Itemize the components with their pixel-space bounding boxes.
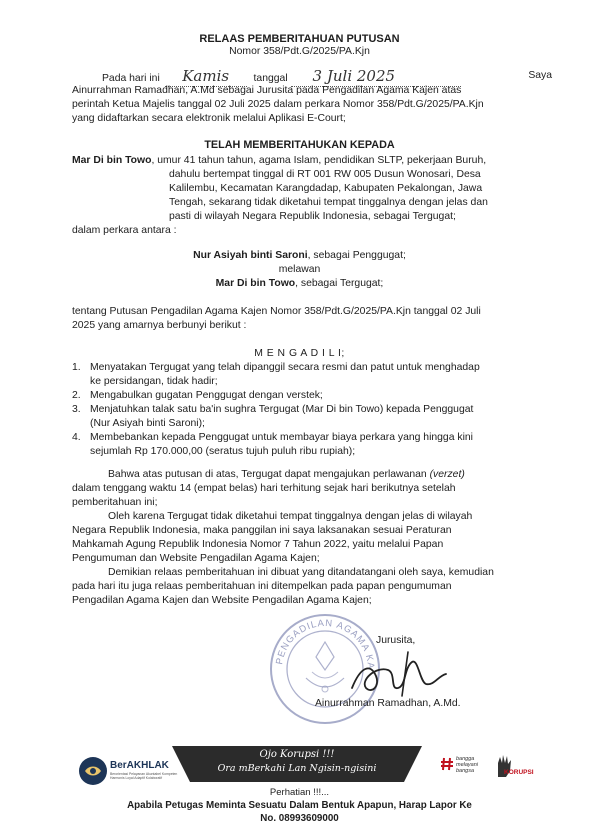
verdict-item-text: Membebankan kepada Penggugat untuk membayar biaya perkara yang hingga kini: [90, 432, 473, 443]
case-intro: dalam perkara antara :: [72, 225, 177, 236]
plaintiff-role: , sebagai Penggugat;: [307, 250, 406, 261]
closing-p2-line-3: Mahkamah Agung Republik Indonesia Nomor 7 Tahun 2022, yaitu melalui Papan: [72, 539, 444, 550]
closing-p3-line-1: Demikian relaas pemberitahuan ini dibuat yang ditandatangani oleh saya, kemudian: [108, 567, 494, 578]
closing-p2-line-1: Oleh karena Tergugat tidak diketahui tempat tinggalnya dengan jelas di wilayah: [108, 511, 473, 522]
verdict-item-number: 3.: [72, 404, 81, 415]
verdict-item-text: Mengabulkan gugatan Penggugat dengan verstek;: [90, 390, 323, 401]
defendant-line: [0, 277, 599, 291]
intro-line-3: perintah Ketua Majelis tanggal 02 Juli 2025 dalam perkara Nomor 358/Pdt.G/2025/PA.Kjn: [72, 99, 484, 110]
closing-p1-text: Bahwa atas putusan di atas, Tergugat dapat mengajukan perlawanan: [108, 469, 430, 480]
notice-line-5: pasti di wilayah Negara Republik Indonesia, sebagai Tergugat;: [169, 211, 456, 222]
verdict-heading: M E N G A D I L I;: [254, 348, 345, 359]
bailiff-role: Jurusita,: [376, 635, 416, 646]
verdict-item-text: Menyatakan Tergugat yang telah dipanggil secara resmi dan patut untuk menghadap: [90, 362, 480, 373]
notice-line-4: Tengah, sekarang tidak diketahui tempat tinggalnya dengan jelas dan: [169, 197, 488, 208]
verdict-item: [72, 389, 562, 403]
anti-corruption-banner: [172, 746, 422, 782]
day-handwritten: Kamis: [182, 67, 230, 85]
notice-heading: TELAH MEMBERITAHUKAN KEPADA: [204, 139, 395, 151]
defendant-name: Mar Di bin Towo: [72, 155, 152, 166]
document-title: RELAAS PEMBERITAHUAN PUTUSAN: [199, 33, 400, 45]
closing-p1-line-3: pemberitahuan ini;: [72, 497, 158, 508]
closing-p3-line-2: pada hari itu juga relaas pemberitahuan ini ditempelkan pada papan pengumuman: [72, 581, 452, 592]
svg-text:PENGADILAN AGAMA KAJEN: PENGADILAN AGAMA KA: [274, 617, 377, 671]
korupsi-logo-text: KORUPSI: [504, 769, 534, 776]
closing-p2-line-4: Pengumuman dan Website Pengadilan Agama Kajen;: [72, 553, 320, 564]
versus-line: melawan: [278, 264, 321, 275]
banner-line-1: Ojo Korupsi !!!: [259, 749, 335, 760]
closing-p3-line-3: Pengadilan Agama Kajen dan Website Pengadilan Agama Kajen;: [72, 595, 372, 606]
verdict-list: [72, 361, 562, 459]
warning-title: Perhatian !!!...: [269, 787, 330, 798]
intro-line-2: Ainurrahman Ramadhan, A.Md sebagai Jurusita pada Pengadilan Agama Kajen atas: [72, 85, 462, 96]
berakhlak-logo-icon: [78, 756, 108, 786]
handwritten-signature: [342, 648, 452, 702]
closing-p2-line-2: Negara Republik Indonesia, maka panggilan ini saya laksanakan sesuai Peraturan: [72, 525, 452, 536]
verdict-item: [72, 403, 562, 431]
notice-line-2: dahulu bertempat tinggal di RT 001 RW 005 Dusun Wonosari, Desa: [169, 169, 481, 180]
closing-p1-line-2: dalam tenggang waktu 14 (empat belas) hari terhitung sejak hari berikutnya setelah: [72, 483, 456, 494]
verdict-item-text: (Nur Asiyah binti Saroni);: [90, 418, 205, 429]
verzet-term: (verzet): [429, 469, 465, 480]
intro-mid: tanggal: [253, 73, 288, 84]
bailiff-name: Ainurrahman Ramadhan, A.Md.: [315, 698, 461, 709]
hashtag-icon: [440, 757, 454, 771]
verdict-item: [72, 361, 562, 389]
plaintiff-line: [0, 249, 599, 263]
notice-line-3: Kalilembu, Kecamatan Karangdadap, Kabupaten Pekalongan, Jawa: [169, 183, 483, 194]
intro-line-1: [102, 69, 552, 85]
notice-line-1: [72, 154, 486, 168]
banner-line-2: Ora mBerkahi Lan Ngisin-ngisini: [217, 763, 377, 774]
bangga-melayani-logo: bangga melayani bangsa: [456, 756, 479, 774]
verdict-item: [72, 431, 562, 459]
verdict-item-text: ke persidangan, tidak hadir;: [90, 376, 218, 387]
document-number: Nomor 358/Pdt.G/2025/PA.Kjn: [229, 46, 370, 57]
verdict-item-number: 2.: [72, 390, 81, 401]
intro-line-4: yang didaftarkan secara elektronik melalui Aplikasi E-Court;: [72, 113, 346, 124]
about-line-1: tentang Putusan Pengadilan Agama Kajen Nomor 358/Pdt.G/2025/PA.Kjn tanggal 02 Juli: [72, 306, 481, 317]
berakhlak-logo-subtext: Berorientasi Pelayanan Akuntabel Kompeten Harmonis Loyal Adaptif Kolaboratif: [110, 772, 178, 780]
berakhlak-logo-text: BerAKHLAK: [110, 760, 169, 771]
about-line-2: 2025 yang amarnya berbunyi berikut :: [72, 320, 247, 331]
intro-suffix: Saya: [528, 70, 552, 81]
verdict-item-number: 1.: [72, 362, 81, 373]
verdict-item-number: 4.: [72, 432, 81, 443]
plaintiff-name: Nur Asiyah binti Saroni: [193, 250, 308, 261]
verdict-item-text: Menjatuhkan talak satu ba'in sughra Tergugat (Mar Di bin Towo) kepada Penggugat: [90, 404, 474, 415]
defendant-role: , sebagai Tergugat;: [295, 278, 384, 289]
report-phone-number: No. 08993609000: [260, 813, 339, 824]
defendant-party-name: Mar Di bin Towo: [215, 278, 296, 289]
warning-line-1: Apabila Petugas Meminta Sesuatu Dalam Bentuk Apapun, Harap Lapor Ke: [127, 800, 472, 811]
closing-p1-line-1: [108, 468, 465, 482]
verdict-item-text: sejumlah Rp 170.000,00 (seratus tujuh puluh ribu rupiah);: [90, 446, 356, 457]
date-handwritten: 3 Juli 2025: [312, 67, 396, 85]
notice-line-1-rest: , umur 41 tahun tahun, agama Islam, pendidikan SLTP, pekerjaan Buruh,: [151, 155, 487, 166]
intro-prefix: Pada hari ini: [102, 73, 160, 84]
